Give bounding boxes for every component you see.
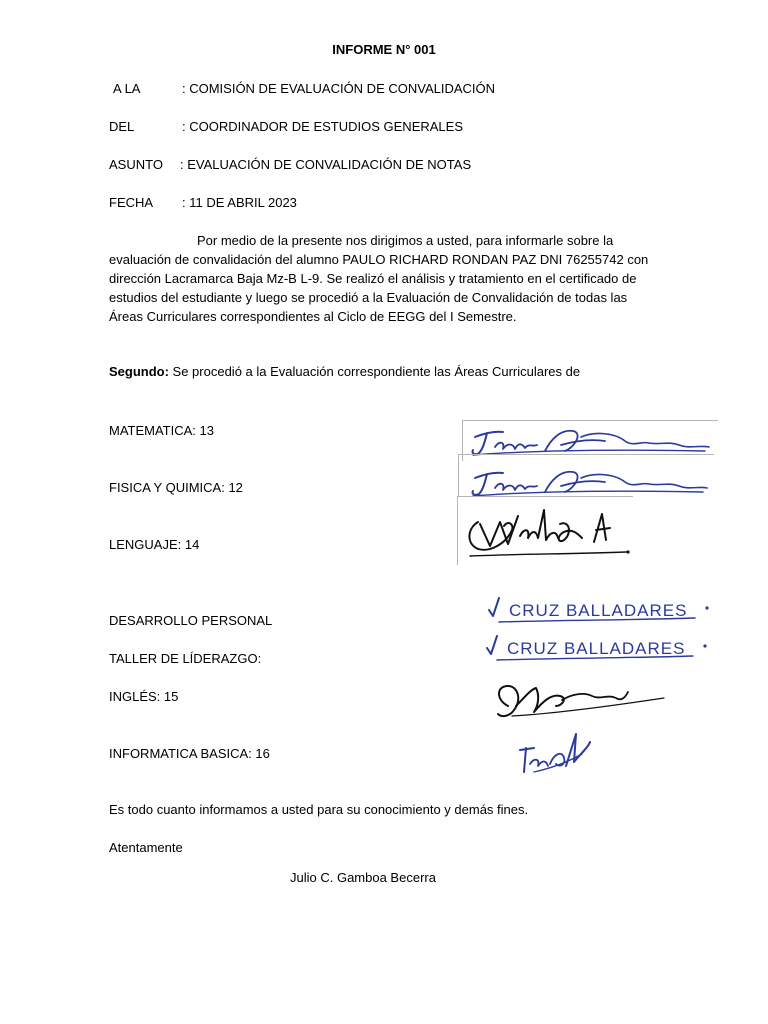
field-asunto-label: ASUNTO: [109, 157, 163, 172]
segundo-label: Segundo:: [109, 364, 169, 379]
signature-fisica-quimica: [463, 460, 713, 498]
document-title: INFORME N° 001: [332, 42, 436, 57]
field-asunto-value: : EVALUACIÓN DE CONVALIDACIÓN DE NOTAS: [180, 157, 472, 172]
salutation: Atentamente: [109, 840, 183, 855]
field-fecha-value: : 11 DE ABRIL 2023: [182, 195, 297, 210]
grade-lenguaje: LENGUAJE: 14: [109, 537, 200, 552]
cruz-balladares-text: CRUZ BALLADARES: [507, 639, 686, 658]
field-fecha-label: FECHA: [109, 195, 154, 210]
body-paragraph-text: Por medio de la presente nos dirigimos a usted, para informarle sobre la evaluación de convalidación del alumno PAULO RICHARD RONDAN PAZ DNI 76255742 con dirección Lacramarca Baja Mz-B L-9. Se realizó el análisis y tratamiento en el certificado de estudios del estudiante y luego se procedió a la Evaluación de Convalidación de todas las Áreas Curriculares correspondientes al Ciclo de EEGG del I Semestre.: [109, 233, 649, 324]
signature-desarrollo-personal: [485, 590, 715, 626]
grade-informatica-basica: INFORMATICA BASICA: 16: [109, 746, 270, 761]
grade-fisica-quimica: FISICA Y QUIMICA: 12: [109, 480, 243, 495]
signature-taller-liderazgo: [483, 628, 713, 664]
grade-taller-liderazgo: TALLER DE LÍDERAZGO:: [109, 651, 262, 666]
segundo-line: [109, 364, 580, 379]
grade-matematica: MATEMATICA: 13: [109, 423, 214, 438]
grade-desarrollo-personal: DESARROLLO PERSONAL: [109, 613, 273, 628]
field-a-la-value: : COMISIÓN DE EVALUACIÓN DE CONVALIDACIÓN: [182, 81, 496, 96]
field-label: A LA: [113, 81, 141, 96]
field-del-label: DEL: [109, 119, 135, 134]
segundo-text: Se procedió a la Evaluación correspondiente las Áreas Curriculares de: [168, 364, 581, 379]
body-paragraph: [109, 231, 654, 326]
cruz-balladares-text: CRUZ BALLADARES: [509, 601, 688, 620]
grade-ingles: INGLÉS: 15: [109, 689, 179, 704]
signature-informatica-basica: [512, 728, 602, 782]
closing-text: Es todo cuanto informamos a usted para su conocimiento y demás fines.: [109, 802, 529, 817]
field-a-la: [113, 81, 140, 96]
field-del-value: : COORDINADOR DE ESTUDIOS GENERALES: [182, 119, 463, 134]
signature-ingles: [488, 676, 668, 724]
signer-name: Julio C. Gamboa Becerra: [290, 870, 436, 885]
signature-lenguaje: [460, 500, 630, 564]
